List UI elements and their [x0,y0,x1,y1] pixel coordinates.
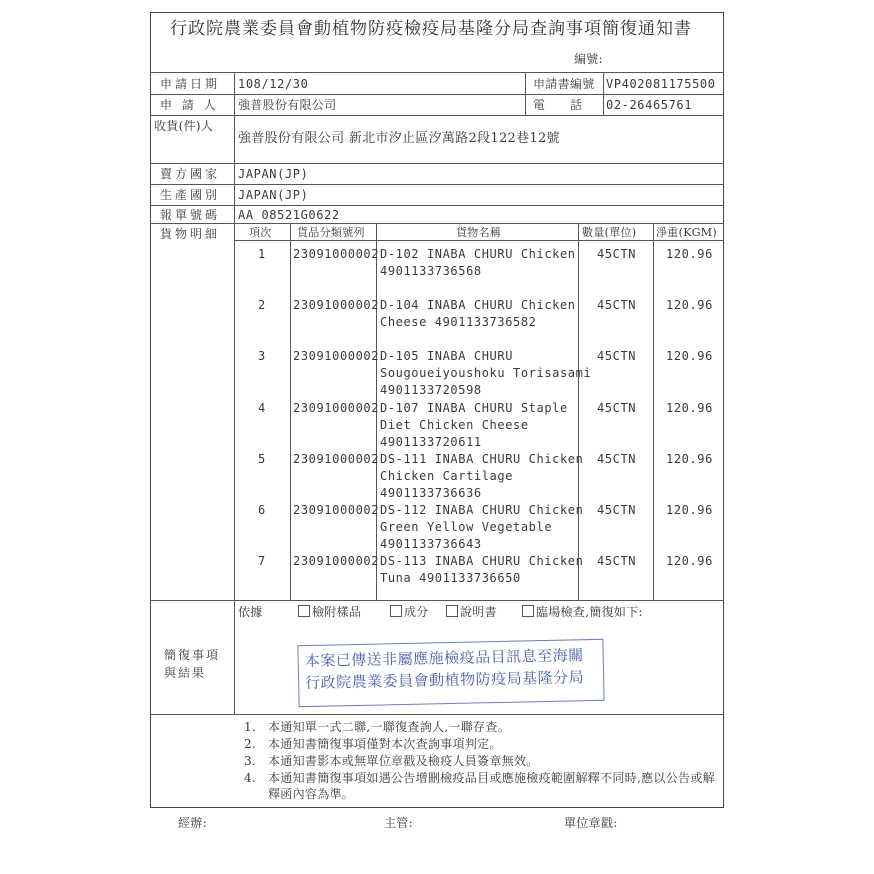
document-title: 行政院農業委員會動植物防疫檢疫局基隆分局查詢事項簡復通知書 [170,19,692,39]
note-1-number: 1. [244,720,257,734]
footer-unit-stamp: 單位章戳: [564,816,618,830]
row-hs-code: 23091000002 [293,349,380,363]
label-origin-country: 生產國別 [160,188,221,202]
row-quantity: 45CTN [597,554,637,568]
label-applicant: 申 請 人 [160,98,219,112]
row-quantity: 45CTN [597,503,637,517]
label-consignee: 收貨(件)人 [154,119,214,133]
row-net-weight: 120.96 [666,298,713,312]
row-goods-name-line: Chicken Cartilage [380,469,514,483]
row-net-weight: 120.96 [666,554,713,568]
reply-items-label: 簡復事項 與結果 [164,648,221,680]
application-no-value: VP402081175500 [606,77,716,91]
row-quantity: 45CTN [597,298,637,312]
header-item-no: 項次 [249,226,272,239]
label-phone: 電 話 [533,98,583,112]
row-goods-name-line: Sougoueiyoushoku Torisasami [380,366,592,380]
row-goods-name-line: DS-112 INABA CHURU Chicken [380,503,584,517]
row-net-weight: 120.96 [666,349,713,363]
row-goods-name-line: 4901133736568 [380,264,482,278]
label-goods-detail: 貨物明細 [160,227,221,241]
checkbox-onsite [522,605,534,617]
row-goods-name-line: D-104 INABA CHURU Chicken [380,298,576,312]
header-goods-name: 貨物名稱 [456,226,502,239]
note-4: 本通知書簡復事項如遇公告增刪檢疫品目或應施檢疫範圍解釋不同時,應以公告或解釋函內容為準。 [268,771,715,801]
consignee-value: 強普股份有限公司 新北市汐止區汐萬路2段122巷12號 [238,131,560,146]
checkbox-ingredients [390,605,402,617]
note-2-number: 2. [244,737,257,751]
phone-value: 02-26465761 [606,98,693,112]
row-hs-code: 23091000002 [293,554,380,568]
quarantine-stamp [297,639,604,707]
row-goods-name-line: 4901133720598 [380,383,482,397]
serial-label: 編號: [574,52,603,66]
checkbox-manual [446,605,458,617]
row-goods-name-line: 4901133736643 [380,537,482,551]
label-application-no: 申請書編號 [533,77,595,91]
option-ingredients: 成分 [390,604,429,620]
applicant-value: 強普股份有限公司 [238,98,337,112]
note-1: 本通知單一式二聯,一聯復查詢人,一聯存查。 [268,720,510,734]
note-4-number: 4. [244,771,257,785]
footer-handler: 經辦: [178,816,207,830]
row-item-no: 3 [258,349,266,363]
row-hs-code: 23091000002 [293,247,380,261]
row-net-weight: 120.96 [666,401,713,415]
label-declaration-no: 報單號碼 [160,208,221,222]
apply-date-value: 108/12/30 [238,77,309,91]
row-item-no: 1 [258,247,266,261]
note-3-number: 3. [244,754,257,768]
row-quantity: 45CTN [597,452,637,466]
stamp-line-1: 本案已傳送非屬應施檢疫品目訊息至海關 [304,646,584,671]
row-goods-name-line: 4901133720611 [380,435,482,449]
label-seller-country: 賣方國家 [160,167,221,181]
row-item-no: 5 [258,452,266,466]
row-goods-name-line: D-107 INABA CHURU Staple [380,401,568,415]
row-goods-name-line: Cheese 4901133736582 [380,315,537,329]
label-apply-date: 申請日期 [160,77,221,91]
row-hs-code: 23091000002 [293,452,380,466]
seller-country-value: JAPAN(JP) [238,167,309,181]
row-goods-name-line: DS-113 INABA CHURU Chicken [380,554,584,568]
row-goods-name-line: D-105 INABA CHURU [380,349,514,363]
row-hs-code: 23091000002 [293,503,380,517]
basis-label: 依據 [238,605,263,619]
note-3: 本通知書影本或無單位章戳及檢疫人員簽章無效。 [268,754,539,768]
note-2: 本通知書簡復事項僅對本次查詢事項判定。 [268,737,502,751]
row-quantity: 45CTN [597,349,637,363]
row-item-no: 7 [258,554,266,568]
row-item-no: 2 [258,298,266,312]
footer-supervisor: 主管: [384,816,413,830]
row-net-weight: 120.96 [666,247,713,261]
row-quantity: 45CTN [597,401,637,415]
option-onsite: 臨場檢查,簡復如下: [522,604,643,620]
row-net-weight: 120.96 [666,503,713,517]
row-hs-code: 23091000002 [293,298,380,312]
header-net-weight: 淨重(KGM) [656,226,717,239]
row-goods-name-line: 4901133736636 [380,486,482,500]
row-item-no: 4 [258,401,266,415]
row-quantity: 45CTN [597,247,637,261]
stamp-line-2: 行政院農業委員會動植物防疫局基隆分局 [304,668,585,693]
declaration-no-value: AA 08521G0622 [238,208,340,222]
origin-country-value: JAPAN(JP) [238,188,309,202]
header-hs-code: 貨品分類號列 [297,226,365,239]
row-net-weight: 120.96 [666,452,713,466]
row-goods-name-line: Green Yellow Vegetable [380,520,553,534]
row-goods-name-line: Tuna 4901133736650 [380,571,521,585]
option-manual: 說明書 [446,604,497,620]
row-goods-name-line: Diet Chicken Cheese [380,418,529,432]
row-item-no: 6 [258,503,266,517]
row-goods-name-line: DS-111 INABA CHURU Chicken [380,452,584,466]
checkbox-sample [298,605,310,617]
header-quantity: 數量(單位) [582,226,637,239]
row-goods-name-line: D-102 INABA CHURU Chicken [380,247,576,261]
row-hs-code: 23091000002 [293,401,380,415]
option-sample: 檢附樣品 [298,604,361,620]
